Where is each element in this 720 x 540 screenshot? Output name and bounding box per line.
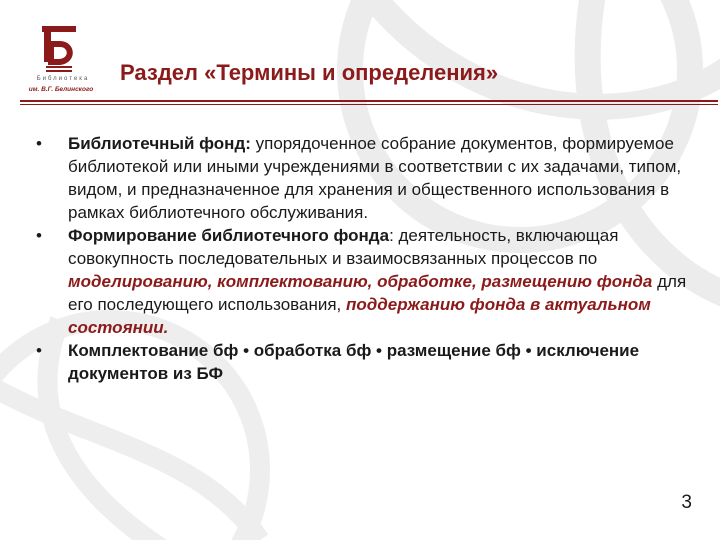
definition-text: : деятельность, включающая совокупность последовательных и взаимосвязанных процессов по (68, 226, 619, 268)
definition-item-fund-formation (28, 224, 700, 339)
bullet: • (36, 341, 42, 360)
processes-text: Комплектование бф • обработка бф • размещение бф • исключение документов из БФ (68, 341, 640, 383)
definition-item-processes (28, 339, 700, 385)
definitions-list (28, 132, 700, 385)
term-library-fund: Библиотечный фонд: (68, 134, 251, 153)
title-divider (20, 100, 718, 102)
library-logo (18, 26, 104, 102)
definition-text: для его последующего использования, (68, 272, 687, 314)
emphasis-processes: моделированию, комплектованию, обработке, размещению фонда (68, 272, 653, 291)
logo-caption-name: им. В.Г. Белинского (28, 86, 94, 93)
emphasis-maintenance: поддержанию фонда в актуальном состоянии. (68, 295, 651, 337)
bullet: • (36, 134, 42, 153)
page-number: 3 (681, 492, 692, 513)
bullet: • (36, 226, 42, 245)
logo-caption-library: Библиотека (36, 76, 90, 82)
title-divider-thin (20, 104, 718, 105)
slide-title: Раздел «Термины и определения» (120, 60, 499, 85)
definition-item-library-fund (28, 132, 700, 224)
term-fund-formation: Формирование библиотечного фонда (68, 226, 390, 245)
library-b-emblem-icon (42, 26, 76, 78)
definition-text: упорядоченное собрание документов, формируемое библиотекой или иными учреждениями в соответствии с их задачами, типом, видом, и предназначенное для хранения и общественного использования в рамках библиотечного обслуживания. (68, 134, 682, 222)
